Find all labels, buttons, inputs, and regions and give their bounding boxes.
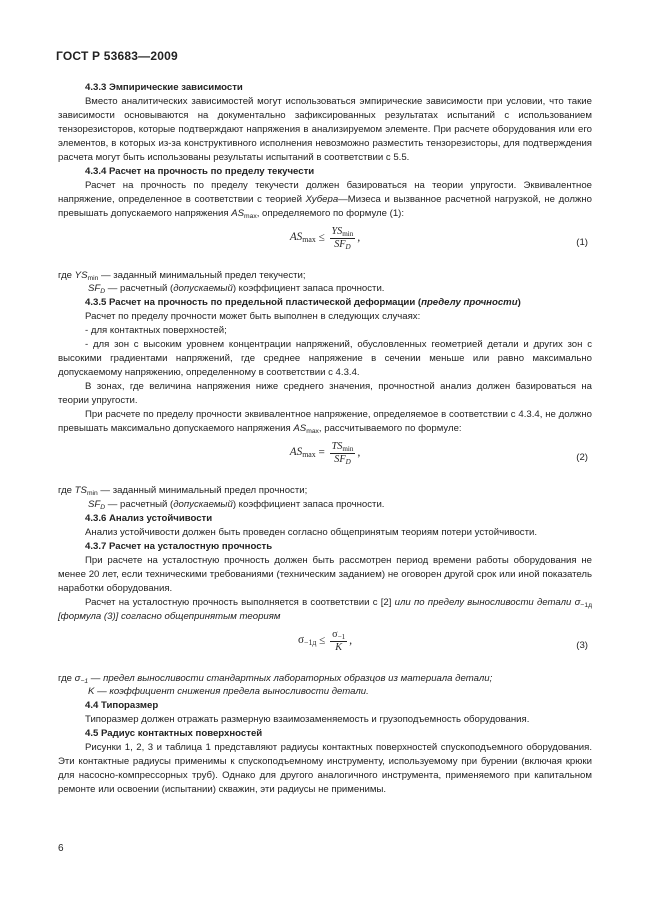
formula-3: $\sigma_{-1д}$ ≤ $\frac{\sigma_{-1}}{K}$ , (3) xyxy=(298,628,588,653)
section-4-5-heading: 4.5 Радиус контактных поверхностей xyxy=(85,728,263,740)
section-4-3-6-heading: 4.3.6 Анализ устойчивости xyxy=(85,512,213,524)
section-4-4-heading: 4.4 Типоразмер xyxy=(85,700,159,712)
equation-number-1: (1) xyxy=(576,236,588,248)
section-4-3-7-paragraph: Расчет на усталостную прочность выполняется в соответствии с [2] или по пределу выносливости детали $\sigma_{-1д}$ [формула (3)] согласно общепринятым теориям xyxy=(58,596,592,622)
section-4-3-7-heading: 4.3.7 Расчет на усталостную прочность xyxy=(85,540,273,552)
section-4-4-paragraph: Типоразмер должен отражать размерную взаимозаменяемость и грузоподъемность оборудования. xyxy=(85,714,530,726)
page-number: 6 xyxy=(58,843,64,854)
equation-number-2: (2) xyxy=(576,451,588,463)
section-4-5-paragraph: Рисунки 1, 2, 3 и таблица 1 представляют радиусы контактных поверхностей спускоподъемного оборудования. Эти контактные радиусы применимы к спускоподъемному инструменту, используемому при бурении (включая крюки для насосно-компрессорных труб). Однако для другого аналогичного инструмента, применяемого при капитальном ремонте или освоении (испытании) скважин, эти радиусы не применимы. xyxy=(58,742,592,796)
equation-number-3: (3) xyxy=(576,639,588,651)
standard-code-header: ГОСТ Р 53683—2009 xyxy=(56,49,178,63)
formula-1-definitions: где $YS_{min}$ — заданный минимальный предел текучести; $SF_D$ — расчетный (допускаемый) коэффициент запаса прочности. xyxy=(58,269,385,296)
section-4-3-3-paragraph: Вместо аналитических зависимостей могут использоваться эмпирические зависимости при условии, что такие зависимости основываются на документально зафиксированных результатах испытаний с использованием тензорезисторов, которые подтверждают напряжения в анализируемом элементе. При расчете оборудования или его элементов, в которых из-за конструктивного исполнения невозможно разместить тензорезисторы, для подтверждения расчета могут быть использованы результаты испытаний в соответствии с 5.5. xyxy=(58,95,592,163)
section-4-3-5-heading: 4.3.5 Расчет на прочность по предельной пластической деформации (пределу прочности) xyxy=(85,297,521,309)
list-item: - для контактных поверхностей; xyxy=(85,325,227,337)
page-content xyxy=(58,81,592,797)
section-4-3-6-paragraph: Анализ устойчивости должен быть проведен согласно общепринятым теориям потери устойчивости. xyxy=(85,526,537,538)
section-4-3-4-paragraph: Расчет на прочность по пределу текучести должен базироваться на теории упругости. Эквивалентное напряжение, определенное в соответствии с теорией Хубера—Мизеса и вызванное расчетной нагрузкой, не должно превышать допускаемого напряжения $AS_{max}$, определяемого по формуле (1): xyxy=(58,179,592,220)
list-item: - для зон с высоким уровнем концентрации напряжений, обусловленных геометрией детали и других зон с высокими градиентами напряжений, где среднее напряжение в сечении меньше или равно максимально допускаемому напряжению, определенному в соответствии с 4.3.4. xyxy=(58,339,592,379)
formula-2: $AS_{max}$ = $\frac{TS_{min}}{SF_D}$ , (2) xyxy=(289,440,588,466)
formula-1: $AS_{max}$ ≤ $\frac{YS_{min}}{SF_D}$ , (1) xyxy=(289,225,588,251)
section-4-3-5-paragraph: При расчете по пределу прочности эквивалентное напряжение, определяемое в соответствии с 4.3.4, не должно превышать максимально допускаемого напряжения $AS_{max}$, рассчитываемого по формуле: xyxy=(58,409,592,436)
section-4-3-3-heading: 4.3.3 Эмпирические зависимости xyxy=(85,82,243,93)
formula-2-definitions: где $TS_{min}$ — заданный минимальный предел прочности; $SF_D$ — расчетный (допускаемый) коэффициент запаса прочности. xyxy=(58,484,385,511)
formula-3-definitions: где $\sigma_{-1}$ — предел выносливости стандартных лабораторных образцов из материала детали; K — коэффициент снижения предела выносливости детали. xyxy=(58,672,493,698)
section-4-3-5-paragraph: Расчет по пределу прочности может быть выполнен в следующих случаях: xyxy=(85,311,421,323)
section-4-3-4-heading: 4.3.4 Расчет на прочность по пределу текучести xyxy=(85,165,315,177)
section-4-3-7-paragraph: При расчете на усталостную прочность должен быть рассмотрен период времени работы оборудования не менее 20 лет, если техническими требованиями (техническим заданием) не оговорен другой срок или иной показатель наработки оборудования. xyxy=(58,554,592,594)
section-4-3-5-paragraph: В зонах, где величина напряжения ниже среднего значения, прочностной анализ должен базироваться на теории упругости. xyxy=(58,381,592,407)
